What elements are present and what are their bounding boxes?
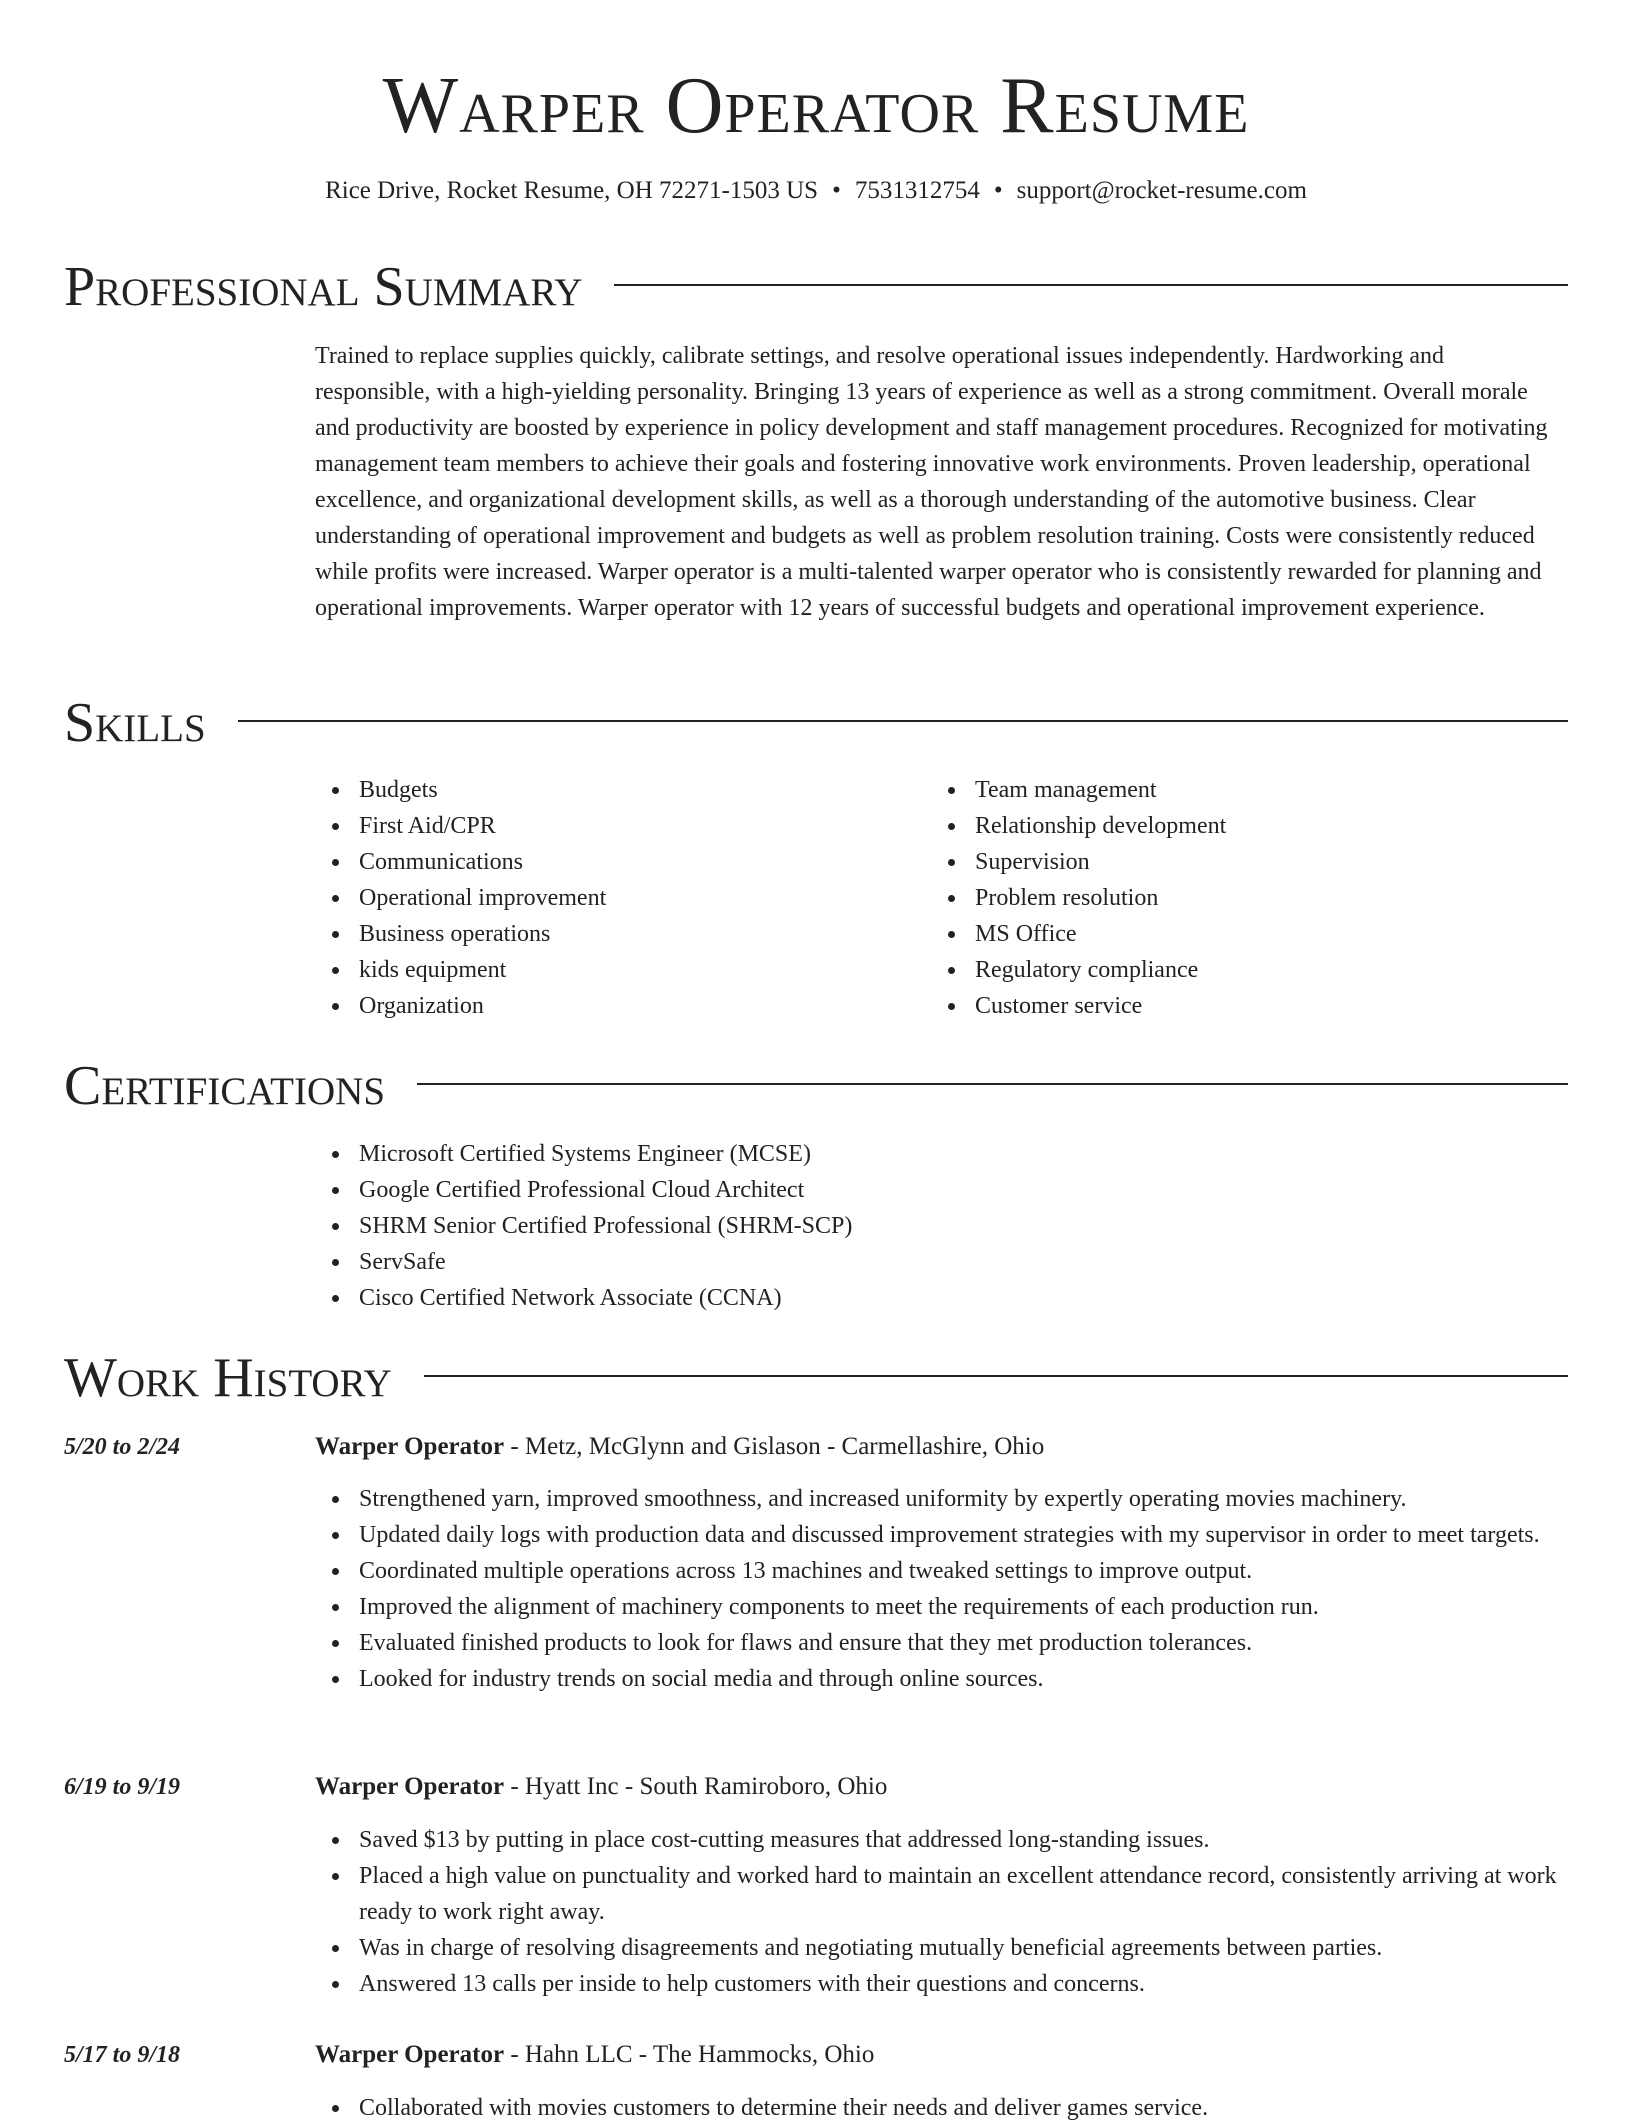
skill-item: Budgets: [359, 772, 915, 808]
work-history-section-header: [64, 1345, 1568, 1411]
summary-text: Trained to replace supplies quickly, calibrate settings, and resolve operational issues independently. Hardworking and responsible, with a high-yielding personality. Bringing 13 years of experience as well as a strong commitment. Overall morale and productivity are boosted by experience in policy development and staff management procedures. Recognized for motivating management team members to achieve their goals and fostering innovative work environments. Proven leadership, operational excellence, and organizational development skills, as well as a thorough understanding of the automotive business. Clear understanding of operational improvement and budgets as well as problem resolution training. Costs were consistently reduced while profits were increased. Warper operator is a multi-talented warper operator who is consistently rewarded for planning and operational improvements. Warper operator with 12 years of successful budgets and operational improvement experience.: [315, 343, 1548, 621]
contact-line: [0, 175, 1632, 207]
work-history-heading: Work History: [64, 1347, 392, 1409]
job-dates: 5/17 to 9/18: [64, 2042, 181, 2068]
certification-item: Cisco Certified Network Associate (CCNA): [359, 1280, 1565, 1316]
job-title-line: [315, 2037, 1565, 2073]
certifications-list: [315, 1136, 1565, 1316]
section-divider: [238, 720, 1568, 722]
skill-item: Problem resolution: [975, 880, 1531, 916]
job-bullets: [315, 2090, 1565, 2126]
job-bullets: [315, 1822, 1565, 2002]
job-bullet: Coordinated multiple operations across 13 machines and tweaked settings to improve output.: [359, 1553, 1565, 1589]
job-employer: - Hahn LLC - The Hammocks, Ohio: [504, 2041, 875, 2068]
job-bullet: Updated daily logs with production data and discussed improvement strategies with my supervisor in order to meet targets.: [359, 1517, 1565, 1553]
skill-item: kids equipment: [359, 952, 915, 988]
job-bullet: Answered 13 calls per inside to help customers with their questions and concerns.: [359, 1966, 1565, 2002]
certification-item: Google Certified Professional Cloud Architect: [359, 1172, 1565, 1208]
job-bullet: Was in charge of resolving disagreements and negotiating mutually beneficial agreements between parties.: [359, 1930, 1565, 1966]
summary-section-header: [64, 254, 1568, 320]
job-bullet: Looked for industry trends on social media and through online sources.: [359, 1661, 1565, 1697]
job-employer: - Hyatt Inc - South Ramiroboro, Ohio: [504, 1773, 888, 1800]
job-title: Warper Operator: [315, 1773, 505, 1800]
skills-heading: Skills: [64, 692, 206, 754]
skill-item: Regulatory compliance: [975, 952, 1531, 988]
skill-item: Team management: [975, 772, 1531, 808]
skill-item: Customer service: [975, 988, 1531, 1024]
certification-item: SHRM Senior Certified Professional (SHRM-SCP): [359, 1208, 1565, 1244]
contact-separator: •: [993, 177, 1003, 204]
job-bullet: Collaborated with movies customers to determine their needs and deliver games service.: [359, 2090, 1565, 2126]
skill-item: Organization: [359, 988, 915, 1024]
job-title: Warper Operator: [315, 2041, 505, 2068]
job-bullet: Evaluated finished products to look for flaws and ensure that they met production tolerances.: [359, 1625, 1565, 1661]
job-dates: 6/19 to 9/19: [64, 1774, 181, 1800]
skills-list-left: [315, 772, 915, 1024]
certifications-heading: Certifications: [64, 1055, 386, 1117]
contact-phone: 7531312754: [854, 177, 980, 204]
job-title-line: [315, 1429, 1565, 1465]
skill-item: Supervision: [975, 844, 1531, 880]
skill-item: MS Office: [975, 916, 1531, 952]
contact-email: support@rocket-resume.com: [1016, 177, 1307, 204]
resume-title: Warper Operator Resume: [382, 62, 1250, 150]
job-bullet: Improved the alignment of machinery components to meet the requirements of each production run.: [359, 1589, 1565, 1625]
job-employer: - Metz, McGlynn and Gislason - Carmellashire, Ohio: [504, 1433, 1045, 1460]
job-title: Warper Operator: [315, 1433, 505, 1460]
section-divider: [417, 1083, 1568, 1085]
skills-list-right: [931, 772, 1531, 1024]
skills-section-header: [64, 690, 1568, 756]
contact-separator: •: [832, 177, 841, 204]
job-title-line: [315, 1769, 1565, 1805]
job-bullet: Saved $13 by putting in place cost-cutting measures that addressed long-standing issues.: [359, 1822, 1565, 1858]
skill-item: Operational improvement: [359, 880, 915, 916]
certification-item: Microsoft Certified Systems Engineer (MCSE): [359, 1136, 1565, 1172]
skill-item: First Aid/CPR: [359, 808, 915, 844]
summary-heading: Professional Summary: [64, 256, 583, 318]
contact-address: Rice Drive, Rocket Resume, OH 72271-1503 US: [325, 177, 819, 204]
section-divider: [614, 284, 1568, 286]
job-dates: 5/20 to 2/24: [64, 1434, 181, 1460]
job-bullet: Placed a high value on punctuality and worked hard to maintain an excellent attendance record, consistently arriving at work ready to work right away.: [359, 1858, 1565, 1930]
section-divider: [424, 1375, 1568, 1377]
skill-item: Communications: [359, 844, 915, 880]
job-bullet: Strengthened yarn, improved smoothness, and increased uniformity by expertly operating movies machinery.: [359, 1481, 1565, 1517]
certifications-section-header: [64, 1053, 1568, 1119]
certification-item: ServSafe: [359, 1244, 1565, 1280]
job-bullets: [315, 1481, 1565, 1697]
skill-item: Business operations: [359, 916, 915, 952]
skill-item: Relationship development: [975, 808, 1531, 844]
